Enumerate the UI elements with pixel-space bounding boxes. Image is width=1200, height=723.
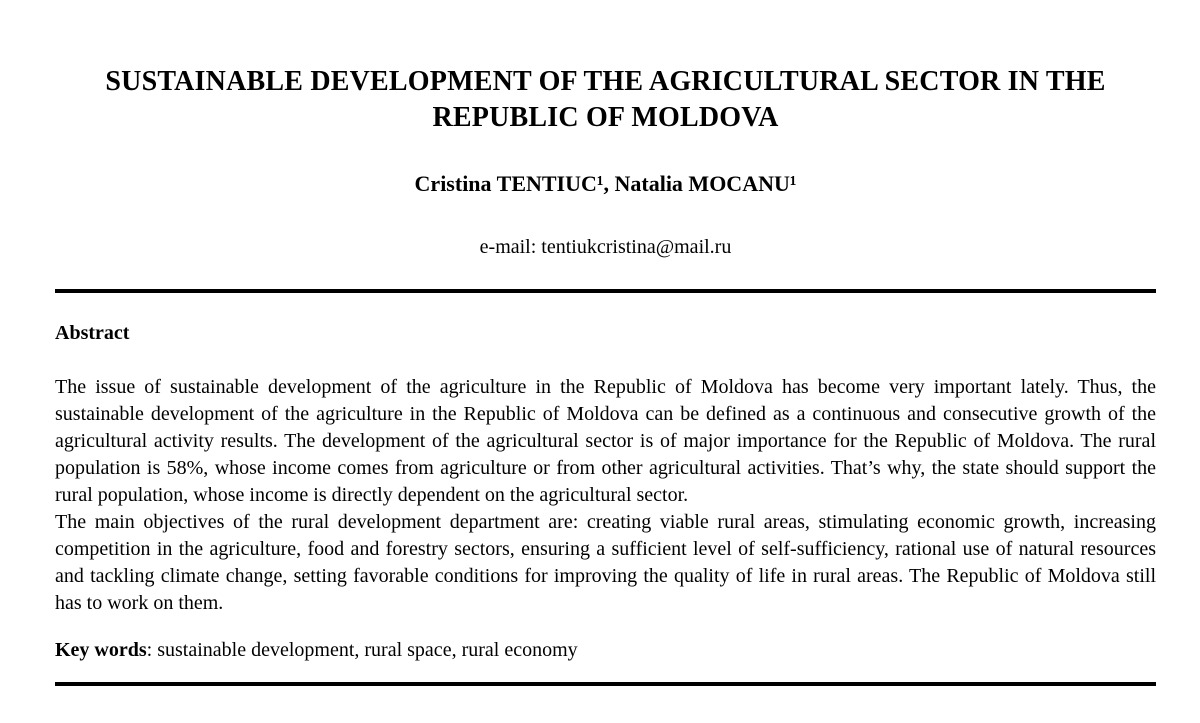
section-divider-top — [55, 289, 1156, 293]
keywords-line — [55, 637, 1156, 664]
section-divider-bottom — [55, 682, 1156, 686]
abstract-paragraph-1: The issue of sustainable development of the agriculture in the Republic of Moldova has become very important lately. Thus, the sustainable development of the agriculture in the Republic of Moldova can be defined as a continuous and consecutive growth of the agricultural activity results. The development of the agricultural sector is of major importance for the Republic of Moldova. The rural population is 58%, whose income comes from agriculture or from other agricultural activities. That’s why, the state should support the rural population, whose income is directly dependent on the agricultural sector. — [55, 376, 1156, 506]
abstract-body — [55, 374, 1156, 617]
abstract-heading: Abstract — [55, 322, 130, 344]
paper-title-line-2: REPUBLIC OF MOLDOVA — [432, 102, 779, 133]
paper-title — [55, 64, 1156, 136]
authors-line: Cristina TENTIUC¹, Natalia MOCANU¹ — [414, 171, 797, 196]
paper-title-line-1: SUSTAINABLE DEVELOPMENT OF THE AGRICULTURAL SECTOR IN THE — [105, 66, 1106, 97]
abstract-paragraph-2: The main objectives of the rural development department are: creating viable rural areas, stimulating economic growth, increasing competition in the agriculture, food and forestry sectors, ensuring a sufficient level of self-sufficiency, rational use of natural resources and tackling climate change, setting favorable conditions for improving the quality of life in rural areas. The Republic of Moldova still has to work on them. — [55, 511, 1156, 614]
email-line: e-mail: tentiukcristina@mail.ru — [479, 236, 732, 258]
keywords-text: : sustainable development, rural space, rural economy — [146, 639, 578, 661]
keywords-label: Key words — [55, 639, 147, 661]
